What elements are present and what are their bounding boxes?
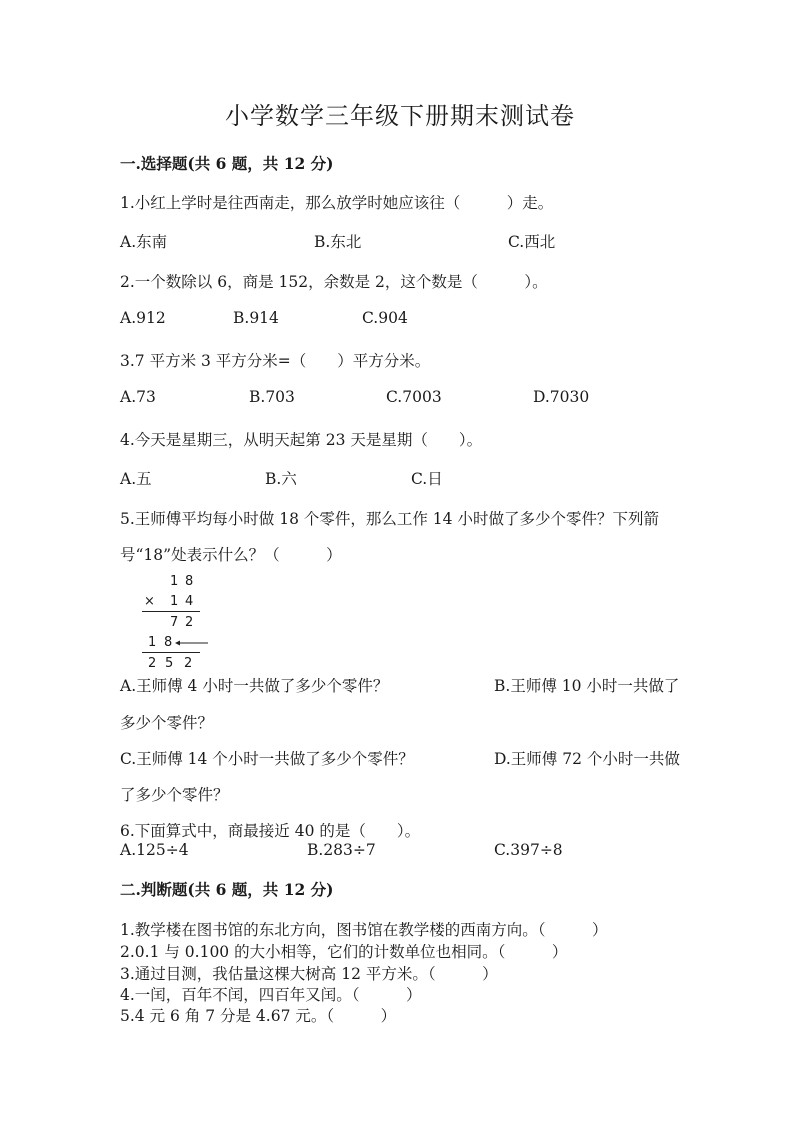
calc-digit: 1 [148,635,157,650]
q4-option-a: A.五 [120,470,152,488]
q6-option-c: C.397÷8 [494,841,563,859]
calc-digit: 7 [170,615,179,630]
calc-digit: 8 [185,574,194,589]
q6-option-b: B.283÷7 [307,841,376,859]
judge-item: 4.一闰，百年不闰，四百年又闰。（ ） [120,986,422,1004]
calc-digit: 5 [165,656,174,671]
question-2: 2.一个数除以 6，商是 152，余数是 2，这个数是（ ）。 [120,273,548,291]
calc-digit: 2 [184,656,193,671]
q5-option-b: B.王师傅 10 小时一共做了 [494,677,680,695]
q3-option-b: B.703 [249,388,295,406]
question-6: 6.下面算式中，商最接近 40 的是（ ）。 [120,822,421,840]
judge-item: 2.0.1 与 0.100 的大小相等，它们的计数单位也相同。（ ） [120,943,568,961]
judge-item: 1.教学楼在图书馆的东北方向，图书馆在教学楼的西南方向。（ ） [120,921,608,939]
question-1: 1.小红上学时是往西南走，那么放学时她应该往（ ）走。 [120,194,554,212]
q1-option-b: B.东北 [314,233,362,251]
q5-option-b-cont: 多少个零件？ [120,714,214,732]
calc-digit: 4 [185,594,194,609]
q5-option-c: C.王师傅 14 个小时一共做了多少个零件？ [120,750,414,768]
calc-rule-1 [142,611,200,612]
q4-option-c: C.日 [411,470,443,488]
judge-item: 5.4 元 6 角 7 分是 4.67 元。（ ） [120,1007,397,1025]
q5-option-a: A.王师傅 4 小时一共做了多少个零件？ [120,677,389,695]
calc-digit: 2 [185,615,194,630]
arrow-left-icon [174,638,210,648]
q5-option-d-cont: 了多少个零件？ [120,786,229,804]
q1-option-a: A.东南 [120,233,168,251]
q2-option-a: A.912 [120,309,166,327]
calc-digit: 8 [164,635,173,650]
q6-option-a: A.125÷4 [120,841,189,859]
calc-rule-2 [142,652,200,653]
section-heading-choice: 一.选择题(共 6 题，共 12 分) [120,154,334,173]
q3-option-c: C.7003 [386,388,442,406]
question-4: 4.今天是星期三，从明天起第 23 天是星期（ ）。 [120,431,483,449]
q3-option-d: D.7030 [533,388,590,406]
calc-times-sign: × [144,594,155,609]
q3-option-a: A.73 [120,388,156,406]
q2-option-c: C.904 [362,309,408,327]
judge-item: 3.通过目测，我估量这棵大树高 12 平方米。（ ） [120,965,498,983]
page-title: 小学数学三年级下册期末测试卷 [225,102,575,130]
q4-option-b: B.六 [265,470,297,488]
question-5-line-1: 5.王师傅平均每小时做 18 个零件，那么工作 14 小时做了多少个零件？下列箭 [120,510,659,528]
multiplication-figure [138,574,218,670]
section-heading-judgement: 二.判断题(共 6 题，共 12 分) [120,880,334,899]
calc-digit: 1 [170,594,179,609]
calc-digit: 1 [170,574,179,589]
question-5-line-2: 号“18”处表示什么？（ ） [120,546,342,564]
calc-digit: 2 [148,656,157,671]
q2-option-b: B.914 [233,309,279,327]
q5-option-d: D.王师傅 72 个小时一共做 [494,750,680,768]
question-3: 3.7 平方米 3 平方分米=（ ）平方分米。 [120,352,431,370]
q1-option-c: C.西北 [508,233,556,251]
